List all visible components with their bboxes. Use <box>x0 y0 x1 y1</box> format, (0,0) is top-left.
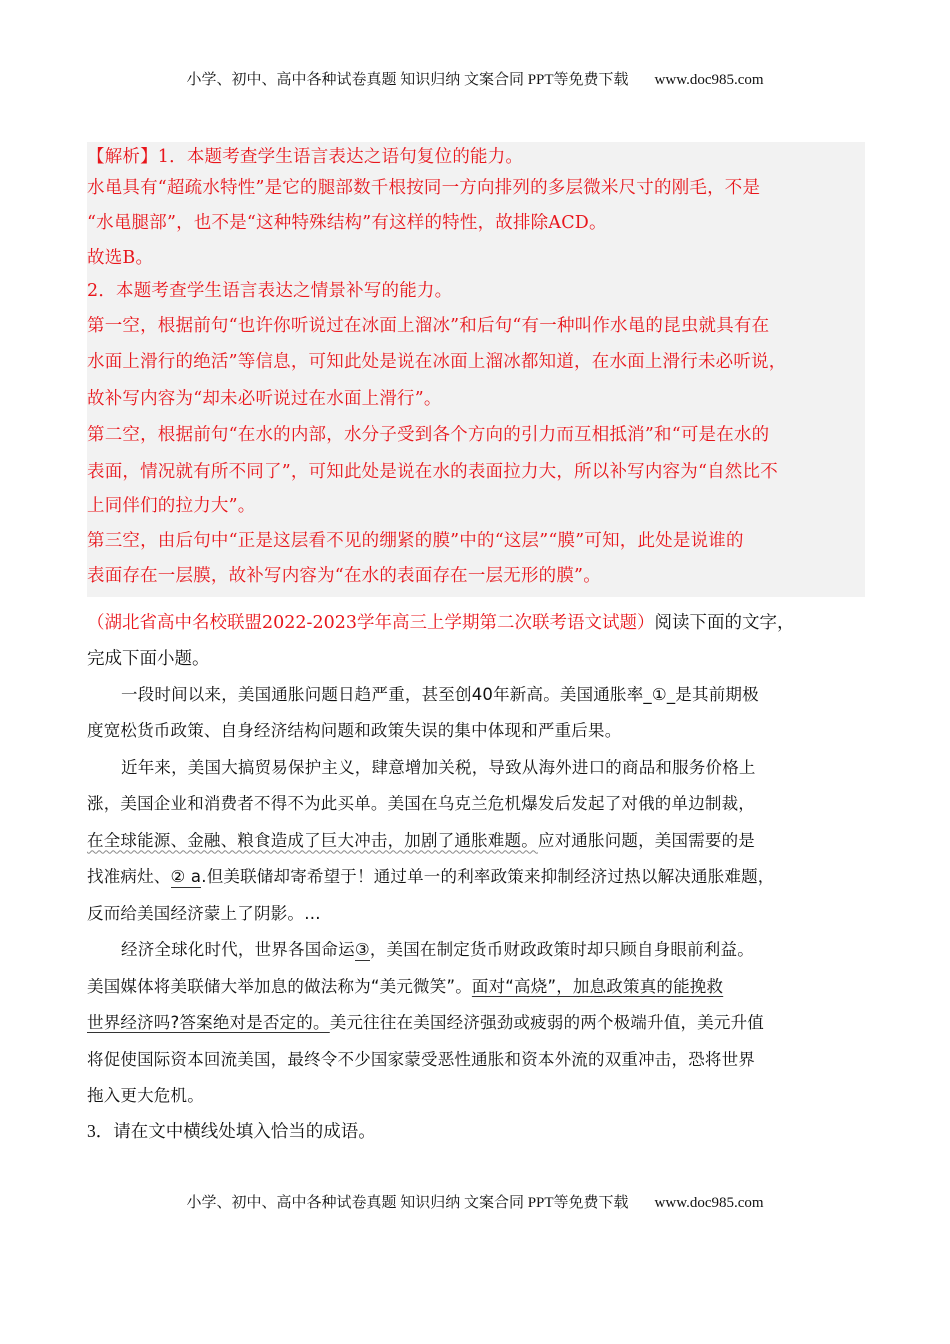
analysis-line: “水黾腿部”，也不是“这种特殊结构”有这样的特性，故排除ACD。 <box>87 213 607 233</box>
paragraph-1-line: 度宽松货币政策、自身经济结构问题和政策失误的集中体现和严重后果。 <box>87 721 622 740</box>
analysis-section <box>87 142 865 597</box>
wavy-underlined-sentence: 在全球能源、金融、粮食造成了巨大冲击，加剧了通胀难题。 <box>87 830 538 850</box>
blank-marker-1: ① <box>651 684 667 704</box>
passage-text: _是其前期极 <box>666 684 759 704</box>
analysis-line: 【解析】1．本题考查学生语言表达之语句复位的能力。 <box>87 147 524 167</box>
paragraph-2-line <box>87 859 865 896</box>
passage-text: 美国媒体将美联储大举加息的做法称为“美元微笑”。 <box>87 976 472 996</box>
analysis-line: 水面上滑行的绝活”等信息，可知此处是说在冰面上溜冰都知道，在水面上滑行未必听说， <box>87 352 787 372</box>
footer-site-link[interactable]: www.doc985.com <box>654 1195 764 1211</box>
page-header <box>0 68 950 89</box>
header-text: 小学、初中、高中各种试卷真题 知识归纳 文案合同 PPT等免费下载 <box>186 72 629 88</box>
passage-text: 一段时间以来，美国通胀问题日趋严重，甚至创40年新高。美国通胀率_ <box>121 684 652 704</box>
analysis-line: 故选B。 <box>87 247 154 268</box>
passage-text: 经济全球化时代，世界各国命运 <box>121 940 355 959</box>
analysis-line: 水黾具有“超疏水特性”是它的腿部数千根按同一方向排列的多层微米尺寸的刚毛，不是 <box>87 178 761 198</box>
blank-marker-3: ③ <box>354 940 370 959</box>
source-heading <box>87 605 865 641</box>
analysis-line: 第一空，根据前句“也许你听说过在冰面上溜冰”和后句“有一种叫作水黾的昆虫就具有在 <box>87 315 770 336</box>
paragraph-2-line: 近年来，美国大搞贸易保护主义，肆意增加关税，导致从海外进口的商品和服务价格上 <box>121 757 756 777</box>
paragraph-2-line <box>87 823 865 860</box>
analysis-line: 第二空，根据前句“在水的内部，水分子受到各个方向的引力而互相抵消”和“可是在水的 <box>87 425 770 445</box>
analysis-line: 上同伴们的拉力大”。 <box>87 496 256 516</box>
source-instruction-continued <box>87 641 865 677</box>
footer-text: 小学、初中、高中各种试卷真题 知识归纳 文案合同 PPT等免费下载 <box>186 1195 629 1211</box>
analysis-line: 表面存在一层膜，故补写内容为“在水的表面存在一层无形的膜”。 <box>87 565 601 586</box>
analysis-line: 2．本题考查学生语言表达之情景补写的能力。 <box>87 280 453 301</box>
paragraph-3-line <box>87 932 865 969</box>
paragraph-1-line <box>87 677 865 714</box>
analysis-line: 第三空，由后句中“正是这层看不见的绷紧的膜”中的“这层”“膜”可知，此处是说谁的 <box>87 531 744 551</box>
source-instruction-line2: 完成下面小题。 <box>87 648 210 669</box>
underlined-sentence: 面对“高烧”，加息政策真的能挽救 <box>471 976 724 996</box>
paragraph-3-line: 拖入更大危机。 <box>87 1086 204 1105</box>
reading-passage <box>87 677 865 1115</box>
passage-text: 找准病灶、 <box>87 867 171 886</box>
passage-text: ，美国在制定货币财政政策时却只顾自身眼前利益。 <box>369 940 754 959</box>
header-site-link[interactable]: www.doc985.com <box>654 72 764 88</box>
paragraph-3-line <box>87 1005 865 1042</box>
source-citation: （湖北省高中名校联盟2022-2023学年高三上学期第二次联考语文试题） <box>87 612 655 633</box>
document-page <box>87 142 865 1147</box>
passage-text: 美元往往在美国经济强劲或疲弱的两个极端升值，美元升值 <box>329 1013 764 1032</box>
paragraph-2-line: 反而给美国经济蒙上了阴影。… <box>87 903 321 923</box>
paragraph-3-line: 将促使国际资本回流美国，最终令不少国家蒙受恶性通胀和资本外流的双重冲击，恐将世界 <box>87 1049 755 1069</box>
paragraph-3-line <box>87 969 865 1006</box>
passage-text: 应对通胀问题，美国需要的是 <box>537 830 756 850</box>
source-instruction: 阅读下面的文字， <box>654 612 795 633</box>
page-footer <box>0 1191 950 1212</box>
question-3: 3．请在文中横线处填入恰当的成语。 <box>87 1120 376 1141</box>
analysis-line: 故补写内容为“却未必听说过在水面上滑行”。 <box>87 388 442 409</box>
paragraph-2-line: 涨，美国企业和消费者不得不为此买单。美国在乌克兰危机爆发后发起了对俄的单边制裁， <box>87 794 755 813</box>
passage-text: .但美联储却寄希望于！通过单一的利率政策来抑制经济过热以解决通胀难题， <box>201 867 775 886</box>
blank-marker-2: ② a <box>170 867 202 886</box>
underlined-sentence: 世界经济吗?答案绝对是否定的。 <box>87 1013 330 1032</box>
analysis-line: 表面，情况就有所不同了”，可知此处是说在水的表面拉力大，所以补写内容为“自然比不 <box>87 461 778 482</box>
